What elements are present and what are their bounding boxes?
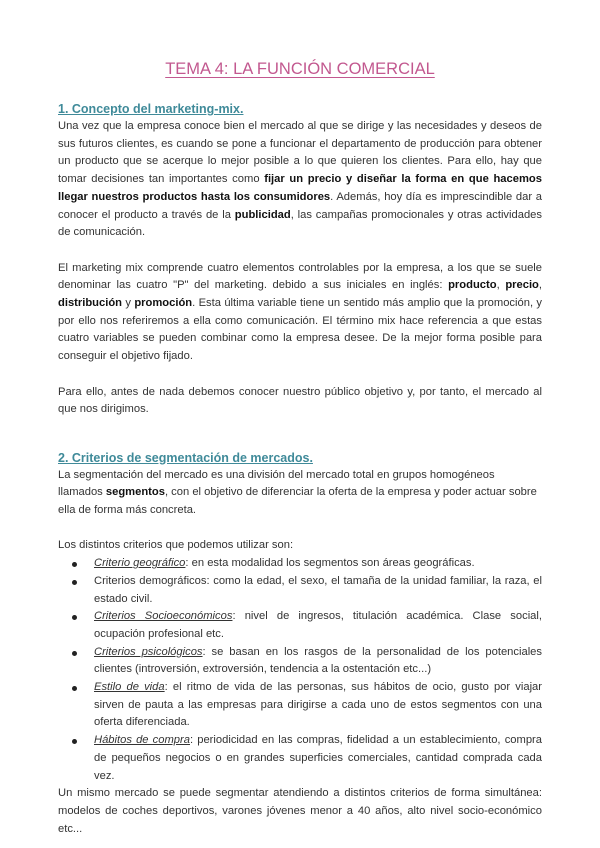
- text-run: : se basan en los rasgos de la personalidad de los potenciales clientes (introversión, extroversión, tendencia a la ostentación etc...): [94, 645, 542, 676]
- paragraph: [58, 260, 542, 366]
- text-run: : nivel de ingresos, titulación académica. Clase social, ocupación profesional etc.: [94, 610, 542, 640]
- criterion-name: Estilo de vida: [94, 681, 165, 694]
- paragraph: [58, 384, 542, 419]
- paragraph: [58, 118, 542, 242]
- list-item: [94, 732, 542, 785]
- bold-text: publicidad: [234, 208, 291, 221]
- bold-text: precio: [505, 279, 539, 292]
- text-run: ,: [538, 279, 542, 292]
- bold-text: distribución: [58, 297, 123, 310]
- text-run: Criterios demográficos: como la edad, el sexo, el tamaña de la unidad familiar, la raza, el estado civil.: [94, 574, 542, 605]
- criterion-name: Criterios Socioeconómicos: [94, 610, 233, 623]
- text-run: ,: [496, 279, 506, 292]
- text-run: : en esta modalidad los segmentos son áreas geográficas.: [185, 557, 475, 570]
- text-run: , las campañas promocionales y otras actividades de comunicación.: [58, 208, 542, 239]
- text-run: La segmentación del mercado es una división del mercado total en grupos homogéneos llamados: [58, 468, 495, 499]
- text-run: El marketing mix comprende cuatro elementos controlables por la empresa, a los que se suele denominar las cuatro "P" del marketing. debido a sus iniciales en inglés:: [58, 261, 542, 292]
- list-intro: Los distintos criterios que podemos utilizar son:: [58, 539, 294, 552]
- list-item: [94, 573, 542, 608]
- criterion-name: Hábitos de compra: [94, 734, 190, 747]
- paragraph: [58, 467, 542, 520]
- document-title: TEMA 4: LA FUNCIÓN COMERCIAL: [165, 60, 435, 78]
- list-item: [94, 644, 542, 679]
- criteria-list: [58, 555, 542, 785]
- list-item: [94, 679, 542, 732]
- text-run: y: [122, 297, 135, 310]
- text-run: Para ello, antes de nada debemos conocer nuestro público objetivo y, por tanto, el mercado al que nos dirigimos.: [58, 385, 542, 416]
- criterion-name: Criterio geográfico: [94, 557, 186, 570]
- text-run: : el ritmo de vida de las personas, sus hábitos de ocio, gusto por viajar sirven de pauta a las empresas para dirigirse a cada uno de estos segmentos con una oferta diferenciada.: [94, 681, 542, 729]
- section-1-heading: 1. Concepto del marketing-mix.: [58, 102, 244, 116]
- bold-text: segmentos: [105, 486, 165, 499]
- text-run: , con el objetivo de diferenciar la oferta de la empresa y poder actuar sobre ella de forma más concreta.: [58, 486, 537, 517]
- closing-paragraph: Un mismo mercado se puede segmentar atendiendo a distintos criterios de forma simultánea: modelos de coches deportivos, varones jóvenes menor a 40 años, alto nivel socio-económico etc...: [58, 787, 542, 835]
- text-run: . Esta última variable tiene un sentido más amplio que la promoción, y por ello nos referiremos a ella como comunicación. El término mix hace referencia a que estas cuatro variables se pueden combinar como la empresa desee. De la mejor forma posible para conseguir el objetivo fijado.: [58, 297, 542, 363]
- section-2-heading: 2. Criterios de segmentación de mercados.: [58, 450, 313, 465]
- bold-text: promoción: [134, 297, 193, 310]
- list-item: [94, 555, 542, 573]
- text-run: . Además, hoy día es imprescindible dar a conocer el producto a través de la: [58, 190, 543, 221]
- text-run: Una vez que la empresa conoce bien el mercado al que se dirige y las necesidades y deseos de sus futuros clientes, es cuando se pone a funcionar el departamento de producción para obtener un producto que se acerque lo mejor posible a lo que quieren los clientes. Para ello, hay que tomar decisiones tan importantes como: [58, 120, 542, 186]
- list-item: [94, 608, 542, 643]
- criterion-name: Criterios psicológicos: [94, 645, 203, 658]
- bold-text: fijar un precio y diseñar la forma en que hacemos llegar nuestros productos hasta los consumidores: [58, 173, 542, 203]
- text-run: : periodicidad en las compras, fidelidad a un establecimiento, compra de pequeños negocios o en grandes superficies comerciales, cantidad comprada cada vez.: [94, 734, 542, 782]
- bold-text: producto: [448, 279, 497, 292]
- document-page: [58, 58, 542, 838]
